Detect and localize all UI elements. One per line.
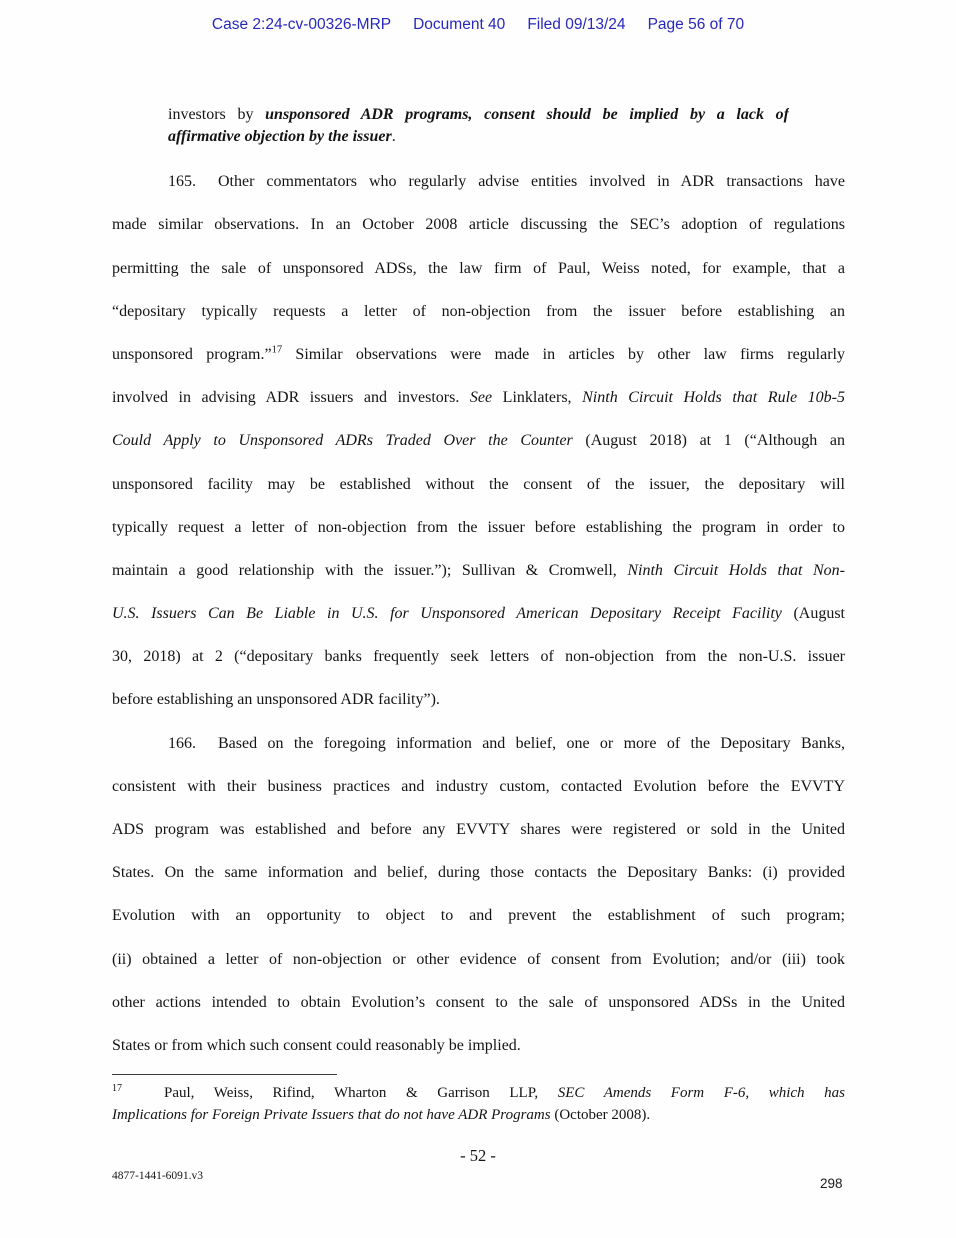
bates-number: 298	[820, 1176, 843, 1191]
text-run: (ii) obtained a letter of non-objection or other evidence of consent from Evolution; and/or (iii) took	[112, 950, 845, 968]
intro-quote-block	[168, 104, 789, 147]
text-run: Based on the foregoing information and belief, one or more of the Depositary Banks,	[218, 734, 845, 752]
footnote-reference: 17	[271, 344, 283, 356]
text-run: before establishing an unsponsored ADR facility”).	[112, 691, 440, 709]
page-number: - 52 -	[460, 1146, 496, 1165]
text-run: SEC Amends Form F-6, which has	[557, 1085, 845, 1101]
paragraph-165	[112, 160, 845, 721]
text-line	[112, 1082, 845, 1104]
text-line	[112, 1104, 845, 1126]
text-run: unsponsored facility may be established without the consent of the issuer, the depositary will	[112, 475, 845, 493]
text-line	[112, 160, 845, 203]
text-run: maintain a good relationship with the issuer.”); Sullivan & Cromwell,	[112, 561, 628, 579]
text-line	[112, 1024, 845, 1067]
text-line	[112, 808, 845, 851]
text-run: made similar observations. In an October 2008 article discussing the SEC’s adoption of regulations	[112, 216, 845, 234]
text-run: Linklaters,	[492, 389, 583, 407]
text-line	[112, 938, 845, 981]
text-run: (August 2018) at 1 (“Although an	[572, 432, 845, 450]
text-run: other actions intended to obtain Evolution’s consent to the sale of unsponsored ADSs in the United	[112, 993, 845, 1011]
paragraph-166	[112, 722, 845, 1068]
text-line	[112, 981, 845, 1024]
text-line	[112, 678, 845, 721]
text-run: Ninth Circuit Holds that Rule 10b-5	[582, 389, 845, 407]
header-case-number: Case 2:24-cv-00326-MRP	[211, 16, 392, 33]
text-line	[112, 894, 845, 937]
footnote-reference: 17	[112, 1083, 122, 1094]
text-line	[112, 419, 845, 462]
text-line	[112, 506, 845, 549]
text-line	[112, 549, 845, 592]
text-run: investors by	[168, 106, 266, 123]
header-document-number: Document 40	[413, 16, 506, 33]
text-run: unsponsored program.”	[112, 345, 272, 363]
text-run: 165.	[168, 173, 196, 191]
text-run: Similar observations were made in articles by other law firms regularly	[282, 345, 845, 363]
document-body	[112, 104, 845, 1067]
text-run: States. On the same information and belief, during those contacts the Depositary Banks: (i) provided	[112, 864, 845, 882]
footnote-separator	[112, 1074, 337, 1075]
text-line	[112, 333, 845, 376]
text-line	[112, 851, 845, 894]
footnote-17	[112, 1082, 845, 1126]
case-header	[0, 16, 956, 34]
header-page-info: Page 56 of 70	[647, 16, 745, 33]
text-run: Ninth Circuit Holds that Non-	[627, 561, 845, 579]
text-run: affirmative objection by the issuer	[168, 127, 392, 145]
document-id-stamp: 4877-1441-6091.v3	[112, 1170, 204, 1182]
text-line	[112, 376, 845, 419]
text-run: .	[391, 127, 396, 145]
text-run: unsponsored ADR programs, consent should be implied by a lack of	[265, 106, 789, 123]
text-line	[112, 592, 845, 635]
text-run: Evolution with an opportunity to object to and prevent the establishment of such program;	[112, 907, 845, 925]
text-line	[168, 126, 789, 148]
text-run: (October 2008).	[550, 1107, 651, 1123]
text-line	[168, 104, 789, 126]
text-line	[112, 635, 845, 678]
text-line	[112, 463, 845, 506]
text-run: ADS program was established and before any EVVTY shares were registered or sold in the United	[112, 821, 845, 838]
text-run: Paul, Weiss, Rifind, Wharton & Garrison LLP,	[164, 1085, 558, 1101]
text-line	[112, 765, 845, 808]
text-line	[112, 203, 845, 246]
text-run: Other commentators who regularly advise entities involved in ADR transactions have	[218, 173, 845, 191]
text-run: permitting the sale of unsponsored ADSs, the law firm of Paul, Weiss noted, for example, that a	[112, 259, 845, 277]
text-run: typically request a letter of non-objection from the issuer before establishing the program in order to	[112, 518, 845, 536]
text-run: 166.	[168, 734, 196, 752]
text-run: 30, 2018) at 2 (“depositary banks frequently seek letters of non-objection from the non-U.S. issuer	[112, 648, 845, 666]
header-filed-date: Filed 09/13/24	[527, 16, 626, 33]
text-run: U.S. Issuers Can Be Liable in U.S. for Unsponsored American Depositary Receipt Facility	[112, 605, 782, 623]
text-run: See	[469, 389, 493, 407]
text-run: States or from which such consent could reasonably be implied.	[112, 1036, 521, 1054]
text-line	[112, 247, 845, 290]
text-run: Could Apply to Unsponsored ADRs Traded Over the Counter	[112, 432, 573, 450]
text-run: “depositary typically requests a letter of non-objection from the issuer before establishing an	[112, 302, 845, 320]
text-run: (August	[781, 605, 845, 623]
text-line	[112, 722, 845, 765]
text-run: Implications for Foreign Private Issuers that do not have ADR Programs	[112, 1107, 551, 1123]
text-line	[112, 290, 845, 333]
text-run: involved in advising ADR issuers and investors.	[112, 389, 470, 407]
text-run: consistent with their business practices and industry custom, contacted Evolution before the EVVTY	[112, 777, 845, 795]
